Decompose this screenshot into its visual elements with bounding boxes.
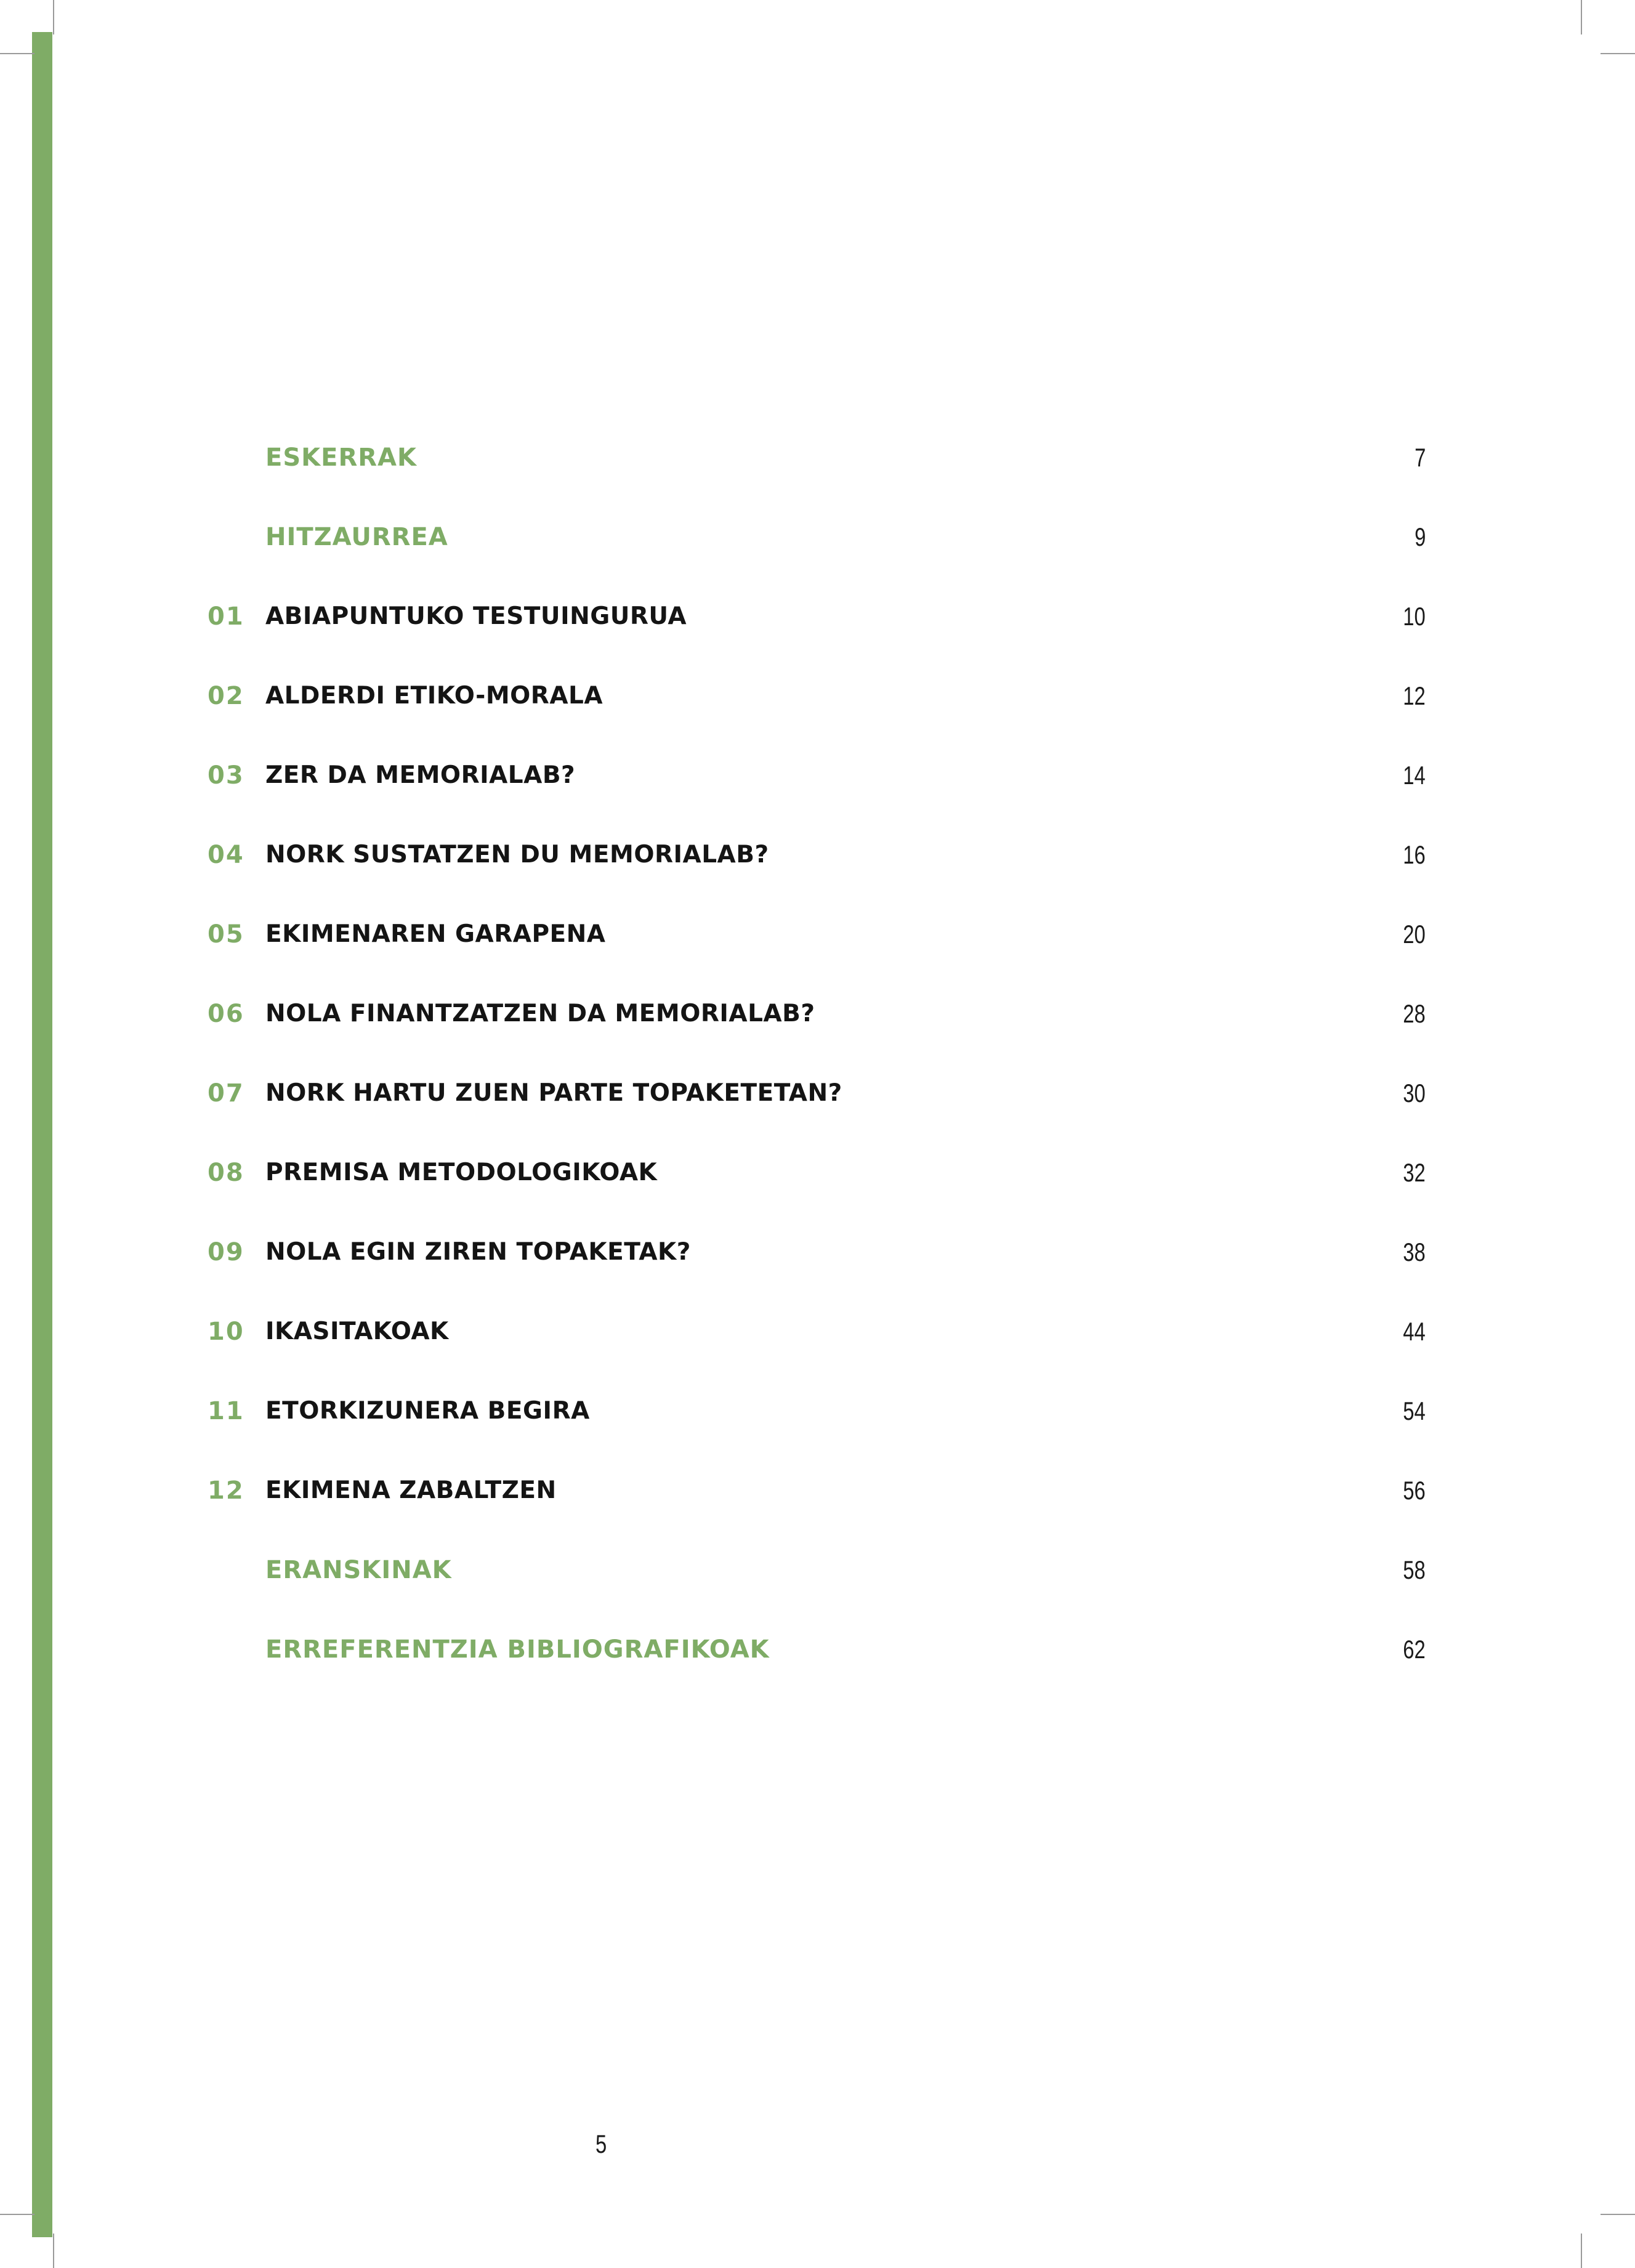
toc-entry-number: 03	[208, 761, 244, 790]
toc-entry[interactable]	[0, 1156, 1635, 1235]
toc-entry[interactable]	[0, 1235, 1635, 1314]
toc-entry[interactable]	[0, 1394, 1635, 1473]
toc-entry-page: 28	[1403, 999, 1426, 1028]
toc-entry-title: NORK HARTU ZUEN PARTE TOPAKETETAN?	[265, 1079, 842, 1107]
toc-entry[interactable]	[0, 679, 1635, 758]
toc-entry[interactable]	[0, 1314, 1635, 1394]
toc-entry-title: ETORKIZUNERA BEGIRA	[265, 1397, 590, 1425]
toc-entry[interactable]	[0, 917, 1635, 997]
toc-entry-title: ESKERRAK	[265, 443, 418, 472]
toc-entry-number: 10	[208, 1318, 244, 1346]
toc-entry-number: 04	[208, 841, 244, 869]
crop-mark	[0, 53, 34, 54]
toc-entry[interactable]	[0, 1553, 1635, 1632]
toc-entry-page: 20	[1403, 920, 1426, 949]
toc-entry-page: 9	[1414, 522, 1426, 551]
toc-entry-page: 10	[1403, 602, 1426, 631]
toc-entry-title: NOLA FINANTZATZEN DA MEMORIALAB?	[265, 1000, 815, 1027]
table-of-contents	[0, 440, 1635, 1712]
toc-entry-number: 02	[208, 682, 244, 710]
toc-entry-page: 14	[1403, 761, 1426, 790]
toc-entry[interactable]	[0, 1473, 1635, 1553]
toc-entry-number: 01	[208, 602, 244, 631]
crop-mark	[1581, 2234, 1582, 2268]
toc-entry[interactable]	[0, 1632, 1635, 1712]
toc-entry-title: EKIMENAREN GARAPENA	[265, 920, 606, 948]
toc-entry-page: 38	[1403, 1237, 1426, 1266]
toc-entry-title: EKIMENA ZABALTZEN	[265, 1476, 557, 1504]
toc-entry[interactable]	[0, 1076, 1635, 1156]
toc-entry-title: IKASITAKOAK	[265, 1318, 449, 1345]
toc-entry-title: ALDERDI ETIKO-MORALA	[265, 682, 604, 710]
toc-entry-number: 08	[208, 1159, 244, 1187]
toc-entry[interactable]	[0, 440, 1635, 520]
toc-entry-number: 12	[208, 1476, 244, 1505]
toc-entry-page: 16	[1403, 840, 1426, 869]
toc-entry-number: 06	[208, 1000, 244, 1028]
toc-entry-page: 62	[1403, 1635, 1426, 1664]
crop-mark	[53, 2234, 54, 2268]
toc-entry-title: NOLA EGIN ZIREN TOPAKETAK?	[265, 1238, 691, 1266]
crop-mark	[0, 2214, 34, 2215]
toc-entry-title: NORK SUSTATZEN DU MEMORIALAB?	[265, 841, 769, 869]
toc-entry-title: ERREFERENTZIA BIBLIOGRAFIKOAK	[265, 1635, 770, 1664]
toc-entry-page: 12	[1403, 681, 1426, 710]
toc-entry-number: 09	[208, 1238, 244, 1266]
toc-entry-page: 44	[1403, 1317, 1426, 1346]
page-number: 5	[595, 2129, 607, 2158]
toc-entry-title: ZER DA MEMORIALAB?	[265, 761, 576, 789]
toc-entry-page: 56	[1403, 1476, 1426, 1505]
toc-entry[interactable]	[0, 599, 1635, 679]
toc-entry-title: PREMISA METODOLOGIKOAK	[265, 1159, 658, 1186]
toc-entry[interactable]	[0, 758, 1635, 838]
toc-entry-number: 11	[208, 1397, 244, 1425]
toc-entry-title: ERANSKINAK	[265, 1556, 452, 1584]
toc-entry[interactable]	[0, 520, 1635, 599]
toc-entry-page: 7	[1414, 443, 1426, 472]
toc-entry-title: ABIAPUNTUKO TESTUINGURUA	[265, 602, 687, 630]
crop-mark	[1601, 53, 1635, 54]
toc-entry-page: 32	[1403, 1158, 1426, 1187]
toc-entry-page: 30	[1403, 1079, 1426, 1108]
crop-mark	[53, 0, 54, 34]
toc-entry-page: 54	[1403, 1396, 1426, 1425]
toc-entry-number: 05	[208, 920, 244, 949]
toc-entry-title: HITZAURREA	[265, 523, 448, 551]
toc-entry-number: 07	[208, 1079, 244, 1108]
crop-mark	[1581, 0, 1582, 34]
toc-entry[interactable]	[0, 997, 1635, 1076]
toc-entry-page: 58	[1403, 1555, 1426, 1584]
crop-mark	[1601, 2214, 1635, 2215]
toc-entry[interactable]	[0, 838, 1635, 917]
